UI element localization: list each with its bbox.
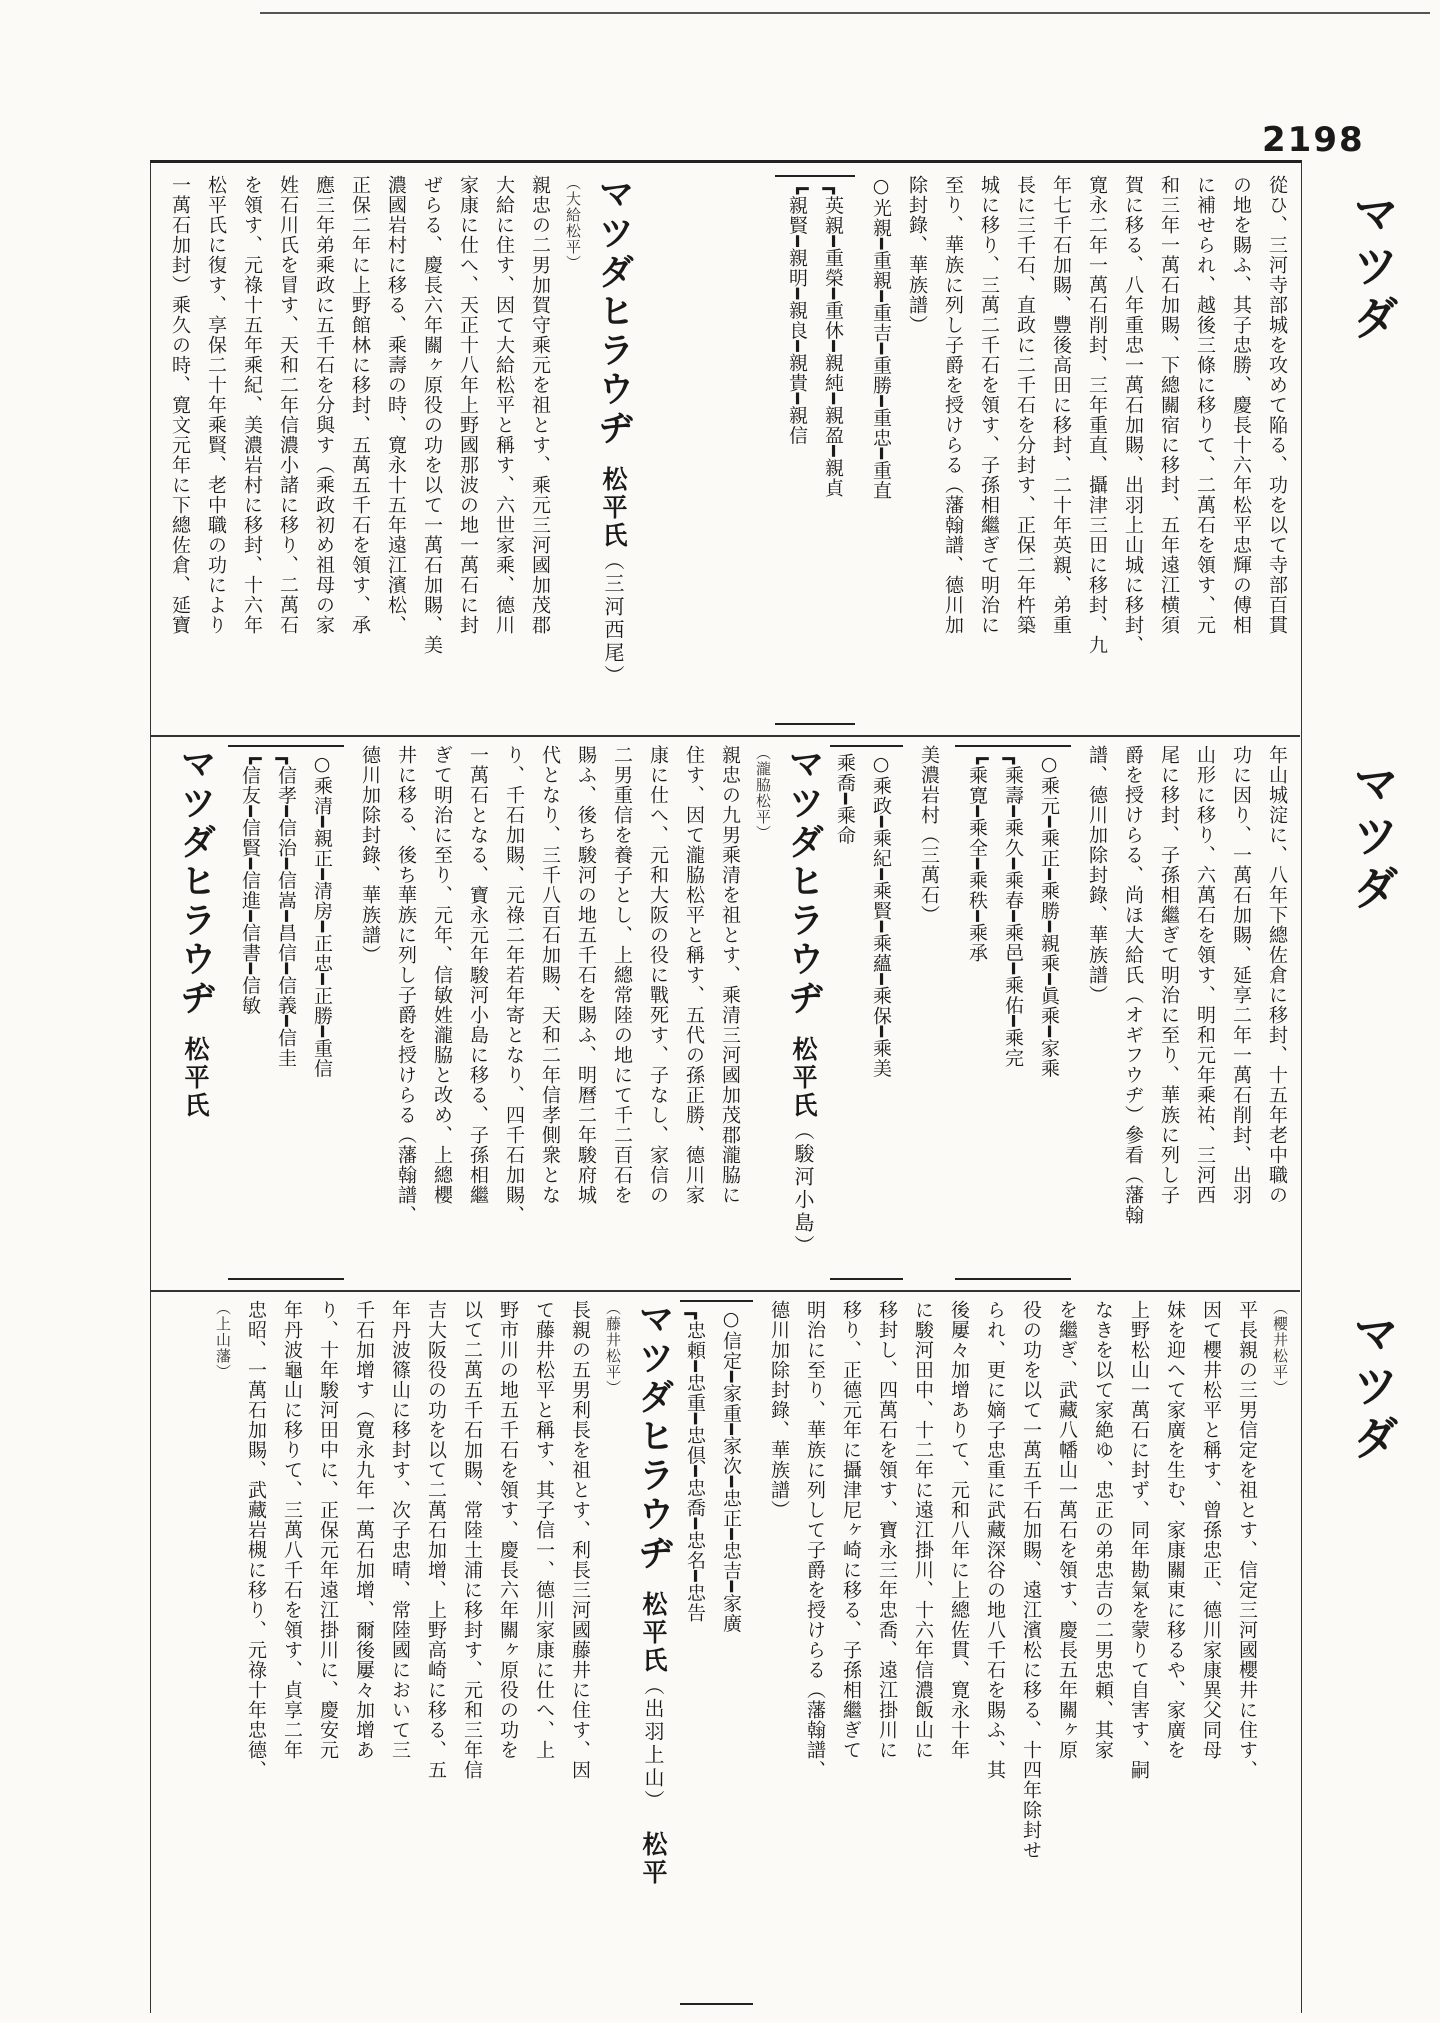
family-name-tail: 松平 — [639, 1831, 668, 1887]
body-line: 賜ふ、後ち駿河の地五千石を賜ふ、明曆二年駿府城 — [575, 745, 597, 1205]
body-line: なきを以て家絶ゆ、忠正の弟忠吉の二男忠頼、其家 — [1092, 1300, 1114, 1760]
genealogy-line: ○乘元━乘正━乘勝━親乘━眞乘━家乘 — [1038, 753, 1060, 1079]
body-line: 妹を迎へて家廣を生む、家康關東に移るや、家廣を — [1164, 1300, 1186, 1760]
sub-heading: 美濃岩村（三萬石） — [918, 745, 940, 925]
body-line: 移り、正德元年に攝津尼ヶ崎に移る、子孫相繼ぎて — [840, 1300, 862, 1760]
body-line: 井に移る、後ち華族に列し子爵を授けらる（藩翰譜、 — [395, 745, 417, 1225]
running-head-top: マツダ — [1346, 190, 1400, 346]
body-line: 役の功を以て一萬五千石加賜、遠江濱松に移る、十四年除封せ — [1020, 1300, 1042, 1860]
genealogy-line: ┏乘壽━乘久━乘春━乘邑━乘佑━乘完 — [1002, 753, 1024, 1068]
body-line: 後屢々加增ありて、元和八年に上總佐貫、寛永十年 — [948, 1300, 970, 1760]
body-line — [160, 175, 162, 725]
family-origin: （駿河小島） — [791, 1120, 815, 1258]
body-line: 爵を授けらる、尚ほ大給氏（オギフウヂ）參看（藩翰 — [1122, 745, 1144, 1225]
entry-heading — [588, 175, 638, 725]
body-line: 一萬石加封）乘久の時、寛文元年に下總佐倉、延寶 — [169, 175, 191, 635]
body-line: 年丹波篠山に移封す、次子忠晴、常陸國において三 — [389, 1300, 411, 1760]
entry-title: マツダヒラウヂ — [175, 745, 216, 1018]
body-line: 寛永二年一萬石削封、三年重直、攝津三田に移封、九 — [1086, 175, 1108, 655]
body-line: の地を賜ふ、其子忠勝、慶長十六年松平忠輝の傅相 — [1230, 175, 1252, 635]
entry-title: マツダヒラウヂ — [593, 175, 634, 448]
page-number: 2198 — [1262, 120, 1365, 160]
body-line: 長に三千石、直政に二千石を分封す、正保二年杵築 — [1014, 175, 1036, 635]
family-origin: （三河西尾） — [601, 550, 625, 688]
body-line: 姓石川氏を冒す、天和二年信濃小諸に移り、二萬石 — [277, 175, 299, 635]
body-line: 功に因り、一萬石加賜、延享二年一萬石削封、出羽 — [1230, 745, 1252, 1205]
body-line: 山形に移り、六萬石を領す、明和元年乘祐、三河西 — [1194, 745, 1216, 1205]
domain-note: （上山藩） — [214, 1300, 232, 1380]
family-name: 松平氏 — [181, 1036, 210, 1120]
genealogy-tree — [680, 1300, 753, 2005]
tier-divider-2 — [150, 1290, 1300, 1292]
genealogy-line: ○信定━家重━家次━忠正━忠吉━家廣 — [720, 1308, 742, 1634]
body-line: 和三年一萬石加賜、下總關宿に移封、五年遠江横須 — [1158, 175, 1180, 635]
branch-note: （櫻井松平） — [1271, 1300, 1289, 1396]
body-line: られ、更に嫡子忠重に武藏深谷の地八千石を賜ふ、其 — [984, 1300, 1006, 1780]
body-line: 賀に移る、八年重忠一萬石加賜、出羽上山城に移封、 — [1122, 175, 1144, 655]
body-line: 一萬石となる、寶永元年駿河小島に移る、子孫相繼 — [467, 745, 489, 1205]
entry-heading — [778, 745, 828, 1280]
body-line: 因て櫻井松平と稱す、曾孫忠正、德川家康異父同母 — [1200, 1300, 1222, 1760]
body-line: 年七千石加賜、豐後高田に移封、二十年英親、弟重 — [1050, 175, 1072, 635]
body-line: て藤井松平と稱す、其子信一、德川家康に仕へ、上 — [533, 1300, 555, 1760]
body-line: ぜらる、慶長六年關ヶ原役の功を以て一萬石加賜、美 — [421, 175, 443, 655]
body-line: 至り、華族に列し子爵を授けらる（藩翰譜、德川加 — [942, 175, 964, 635]
body-line: 從ひ、三河寺部城を攻めて陥る、功を以て寺部百貫 — [1266, 175, 1288, 635]
branch-note: （瀧脇松平） — [754, 745, 772, 841]
body-line: 忠昭、一萬石加賜、武藏岩槻に移り、元祿十年忠德、 — [245, 1300, 267, 1780]
genealogy-tree — [775, 175, 855, 725]
body-line: 野市川の地五千石を領す、慶長六年關ヶ原役の功を — [497, 1300, 519, 1760]
section-kojima — [160, 745, 828, 1280]
body-line: 城に移り、三萬二千石を領す、子孫相繼ぎて明治に — [978, 175, 1000, 635]
family-name-tail — [160, 924, 170, 952]
genealogy-tree — [955, 745, 1071, 1280]
body-line: 大給に住す、因て大給松平と稱す、六世家乘、德川 — [493, 175, 515, 635]
body-line: 二男重信を養子とし、上總常陸の地にて千二百石を — [611, 745, 633, 1205]
body-line: に補せられ、越後三條に移りて、二萬石を領す、元 — [1194, 175, 1216, 635]
entry-title: マツダヒラウヂ — [783, 745, 824, 1018]
body-line: 德川加除封錄、華族譜） — [359, 745, 381, 965]
family-name: 松平氏 — [789, 1036, 818, 1120]
body-line: り、千石加賜、元祿二年若年寄となり、四千石加賜、 — [503, 745, 525, 1225]
body-line: を領す、元祿十五年乘紀、美濃岩村に移封、十六年 — [241, 175, 263, 635]
body-line: ぎて明治に至り、元年、信敏姓瀧脇と改め、上總櫻 — [431, 745, 453, 1205]
body-line: り、十年駿河田中に、正保元年遠江掛川に、慶安元 — [317, 1300, 339, 1760]
family-origin: （出羽上山） — [641, 1675, 665, 1813]
body-line: 上野松山一萬石に封ず、同年勘氣を蒙りて自害す、嗣 — [1128, 1300, 1150, 1780]
section-ogyu-continuation — [640, 175, 1295, 725]
body-line: を繼ぎ、武藏八幡山一萬石を領す、慶長五年關ヶ原 — [1056, 1300, 1078, 1760]
family-name: 松平氏 — [599, 466, 628, 550]
body-line: 千石加增す（寛永九年一萬石加增、爾後屢々加增あ — [353, 1300, 375, 1760]
genealogy-line: ○乘清━親正━清房━正忠━正勝━重信 — [311, 753, 333, 1079]
genealogy-line: ○光親━重親━重吉━重勝━重忠━重直 — [870, 175, 892, 501]
genealogy-tree — [830, 745, 903, 1280]
tier-divider-1 — [150, 735, 1300, 737]
body-line: 住す、因て瀧脇松平と稱す、五代の孫正勝、德川家 — [683, 745, 705, 1205]
body-line: 除封錄、華族譜） — [906, 175, 928, 335]
body-line: 譜、德川加除封錄、華族譜） — [1086, 745, 1108, 1005]
body-line: 尾に移封、子孫相繼ぎて明治に至り、華族に列し子 — [1158, 745, 1180, 1205]
genealogy-line: ┗親賢━親明━親良━親貴━親信 — [786, 183, 808, 446]
entry-title: マツダヒラウヂ — [633, 1300, 674, 1573]
body-line: 德川加除封錄、華族譜） — [768, 1300, 790, 1520]
running-head-middle: マツダ — [1346, 760, 1400, 916]
body-line: に駿河田中、十二年に遠江掛川、十六年信濃飯山に — [912, 1300, 934, 1760]
genealogy-line: ┏忠頼━忠重━忠倶━忠喬━忠名━忠告 — [684, 1308, 706, 1623]
body-line: 正保二年に上野館林に移封、五萬五千石を領す、承 — [349, 175, 371, 635]
body-line: 松平氏に復す、享保二十年乘賢、老中職の功により — [205, 175, 227, 635]
entry-heading — [628, 1300, 678, 2005]
body-line: 明治に至り、華族に列して子爵を授けらる（藩翰譜、 — [804, 1300, 826, 1780]
section-kaminoyama — [160, 1300, 678, 2005]
body-line: 應三年弟乘政に五千石を分與す（乘政初め祖母の家 — [313, 175, 335, 635]
genealogy-line: ○乘政━乘紀━乘賢━乘蘊━乘保━乘美 — [870, 753, 892, 1079]
body-line: 家康に仕へ、天正十八年上野國那波の地一萬石に封 — [457, 175, 479, 635]
body-line: 代となり、三千八百石加賜、天和二年信孝側衆とな — [539, 745, 561, 1205]
body-line: 長親の五男利長を祖とす、利長三河國藤井に住す、因 — [569, 1300, 591, 1780]
body-line: 年山城淀に、八年下總佐倉に移封、十五年老中職の — [1266, 745, 1288, 1205]
genealogy-line: ┗乘寛━乘全━乘秩━乘承 — [966, 753, 988, 963]
branch-note: （藤井松平） — [604, 1300, 622, 1396]
top-rule — [260, 12, 1430, 14]
body-line: 康に仕へ、元和大阪の役に戰死す、子なし、家信の — [647, 745, 669, 1205]
body-line: 親忠の二男加賀守乘元を祖とす、乘元三河國加茂郡 — [529, 175, 551, 635]
body-line: 移封し、四萬石を領す、寶永三年忠喬、遠江掛川に — [876, 1300, 898, 1760]
branch-note: （大給松平） — [564, 175, 582, 271]
section-amagasaki — [680, 1300, 1295, 2005]
body-line: 親忠の九男乘清を祖とす、乘清三河國加茂郡瀧脇に — [719, 745, 741, 1205]
family-name: 松平氏 — [639, 1591, 668, 1675]
section-nishio-continuation — [830, 745, 1295, 1280]
body-line: 年丹波龜山に移りて、三萬八千石を領す、貞享二年 — [281, 1300, 303, 1760]
body-line: 濃國岩村に移る、乘壽の時、寛永十五年遠江濱松、 — [385, 175, 407, 635]
body-line: 吉大阪役の功を以て二萬石加增、上野高崎に移る、五 — [425, 1300, 447, 1780]
running-head-bottom: マツダ — [1346, 1310, 1400, 1466]
genealogy-line: ┏信孝━信治━信嵩━昌信━信義━信圭 — [275, 753, 297, 1068]
section-nishio — [160, 175, 638, 725]
genealogy-line: ┏英親━重榮━重休━親純━親盈━親貞 — [822, 183, 844, 498]
genealogy-tree — [228, 745, 344, 1280]
body-line: 平長親の三男信定を祖とす、信定三河國櫻井に住す、 — [1236, 1300, 1258, 1780]
genealogy-line: 乘喬━乘命 — [834, 753, 856, 846]
body-line: 以て二萬五千石加賜、常陸土浦に移封す、元和三年信 — [461, 1300, 483, 1780]
genealogy-line: ┗信友━信賢━信進━信書━信敏 — [239, 753, 261, 1016]
entry-heading — [160, 745, 220, 1280]
